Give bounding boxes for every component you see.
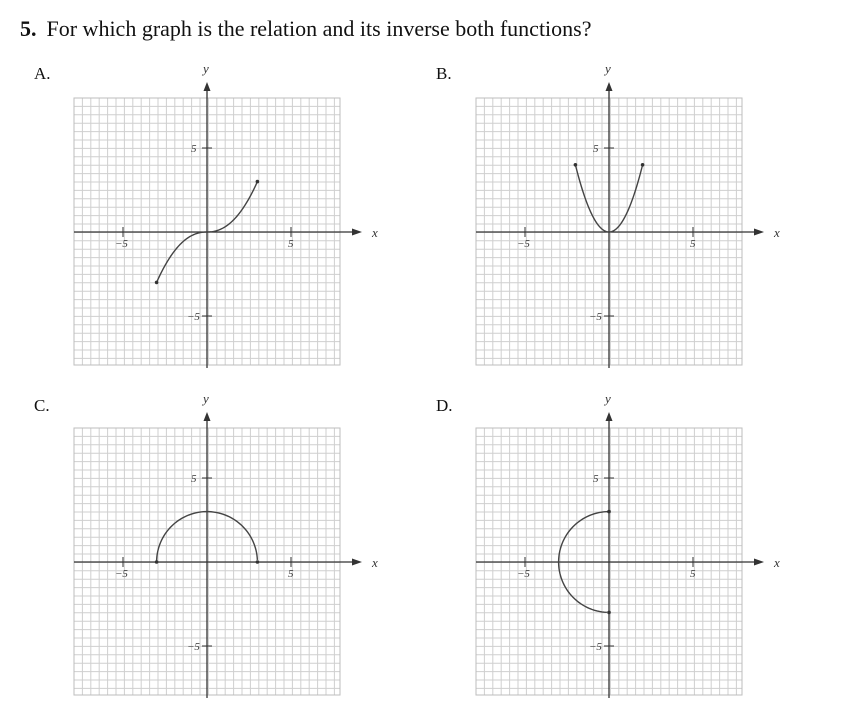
y-tick-label: −5 xyxy=(187,311,200,323)
y-tick-label: −5 xyxy=(187,641,200,653)
y-axis-arrow xyxy=(606,82,613,91)
y-axis-label: y xyxy=(605,391,611,406)
x-tick-label: −5 xyxy=(115,568,128,580)
endpoint xyxy=(641,163,645,167)
question-text: For which graph is the relation and its inverse both functions? xyxy=(46,16,592,41)
y-axis-label: y xyxy=(605,61,611,76)
y-axis-arrow xyxy=(606,412,613,421)
y-tick-label: 5 xyxy=(593,473,599,485)
x-tick-label: 5 xyxy=(690,568,696,580)
y-axis-label: y xyxy=(203,391,209,406)
x-tick-label: 5 xyxy=(690,238,696,250)
graph-d[interactable] xyxy=(462,388,792,700)
y-tick-label: 5 xyxy=(593,143,599,155)
question xyxy=(20,16,592,42)
endpoint xyxy=(256,180,260,184)
question-number: 5. xyxy=(20,16,37,41)
choice-label-a: A. xyxy=(34,64,51,83)
endpoint xyxy=(155,281,159,285)
endpoint xyxy=(574,163,578,167)
endpoint xyxy=(155,560,159,564)
x-axis-label: x xyxy=(372,225,378,240)
graph-b[interactable] xyxy=(462,58,792,370)
x-axis-arrow xyxy=(754,559,764,566)
choice-label-d: D. xyxy=(436,396,453,415)
y-tick-label: −5 xyxy=(589,641,602,653)
x-tick-label: −5 xyxy=(115,238,128,250)
y-axis-arrow xyxy=(204,412,211,421)
y-tick-label: −5 xyxy=(589,311,602,323)
x-tick-label: 5 xyxy=(288,238,294,250)
y-tick-label: 5 xyxy=(191,143,197,155)
endpoint xyxy=(607,510,611,514)
graph-a[interactable] xyxy=(60,58,390,370)
y-tick-label: 5 xyxy=(191,473,197,485)
x-axis-arrow xyxy=(352,559,362,566)
endpoint xyxy=(256,560,260,564)
graph-c[interactable] xyxy=(60,388,390,700)
choice-label-b: B. xyxy=(436,64,452,83)
y-axis-arrow xyxy=(204,82,211,91)
x-tick-label: 5 xyxy=(288,568,294,580)
x-axis-label: x xyxy=(372,555,378,570)
y-axis-label: y xyxy=(203,61,209,76)
x-axis-arrow xyxy=(754,229,764,236)
endpoint xyxy=(607,611,611,615)
x-tick-label: −5 xyxy=(517,568,530,580)
x-axis-label: x xyxy=(774,555,780,570)
x-axis-label: x xyxy=(774,225,780,240)
choice-label-c: C. xyxy=(34,396,50,415)
x-tick-label: −5 xyxy=(517,238,530,250)
x-axis-arrow xyxy=(352,229,362,236)
